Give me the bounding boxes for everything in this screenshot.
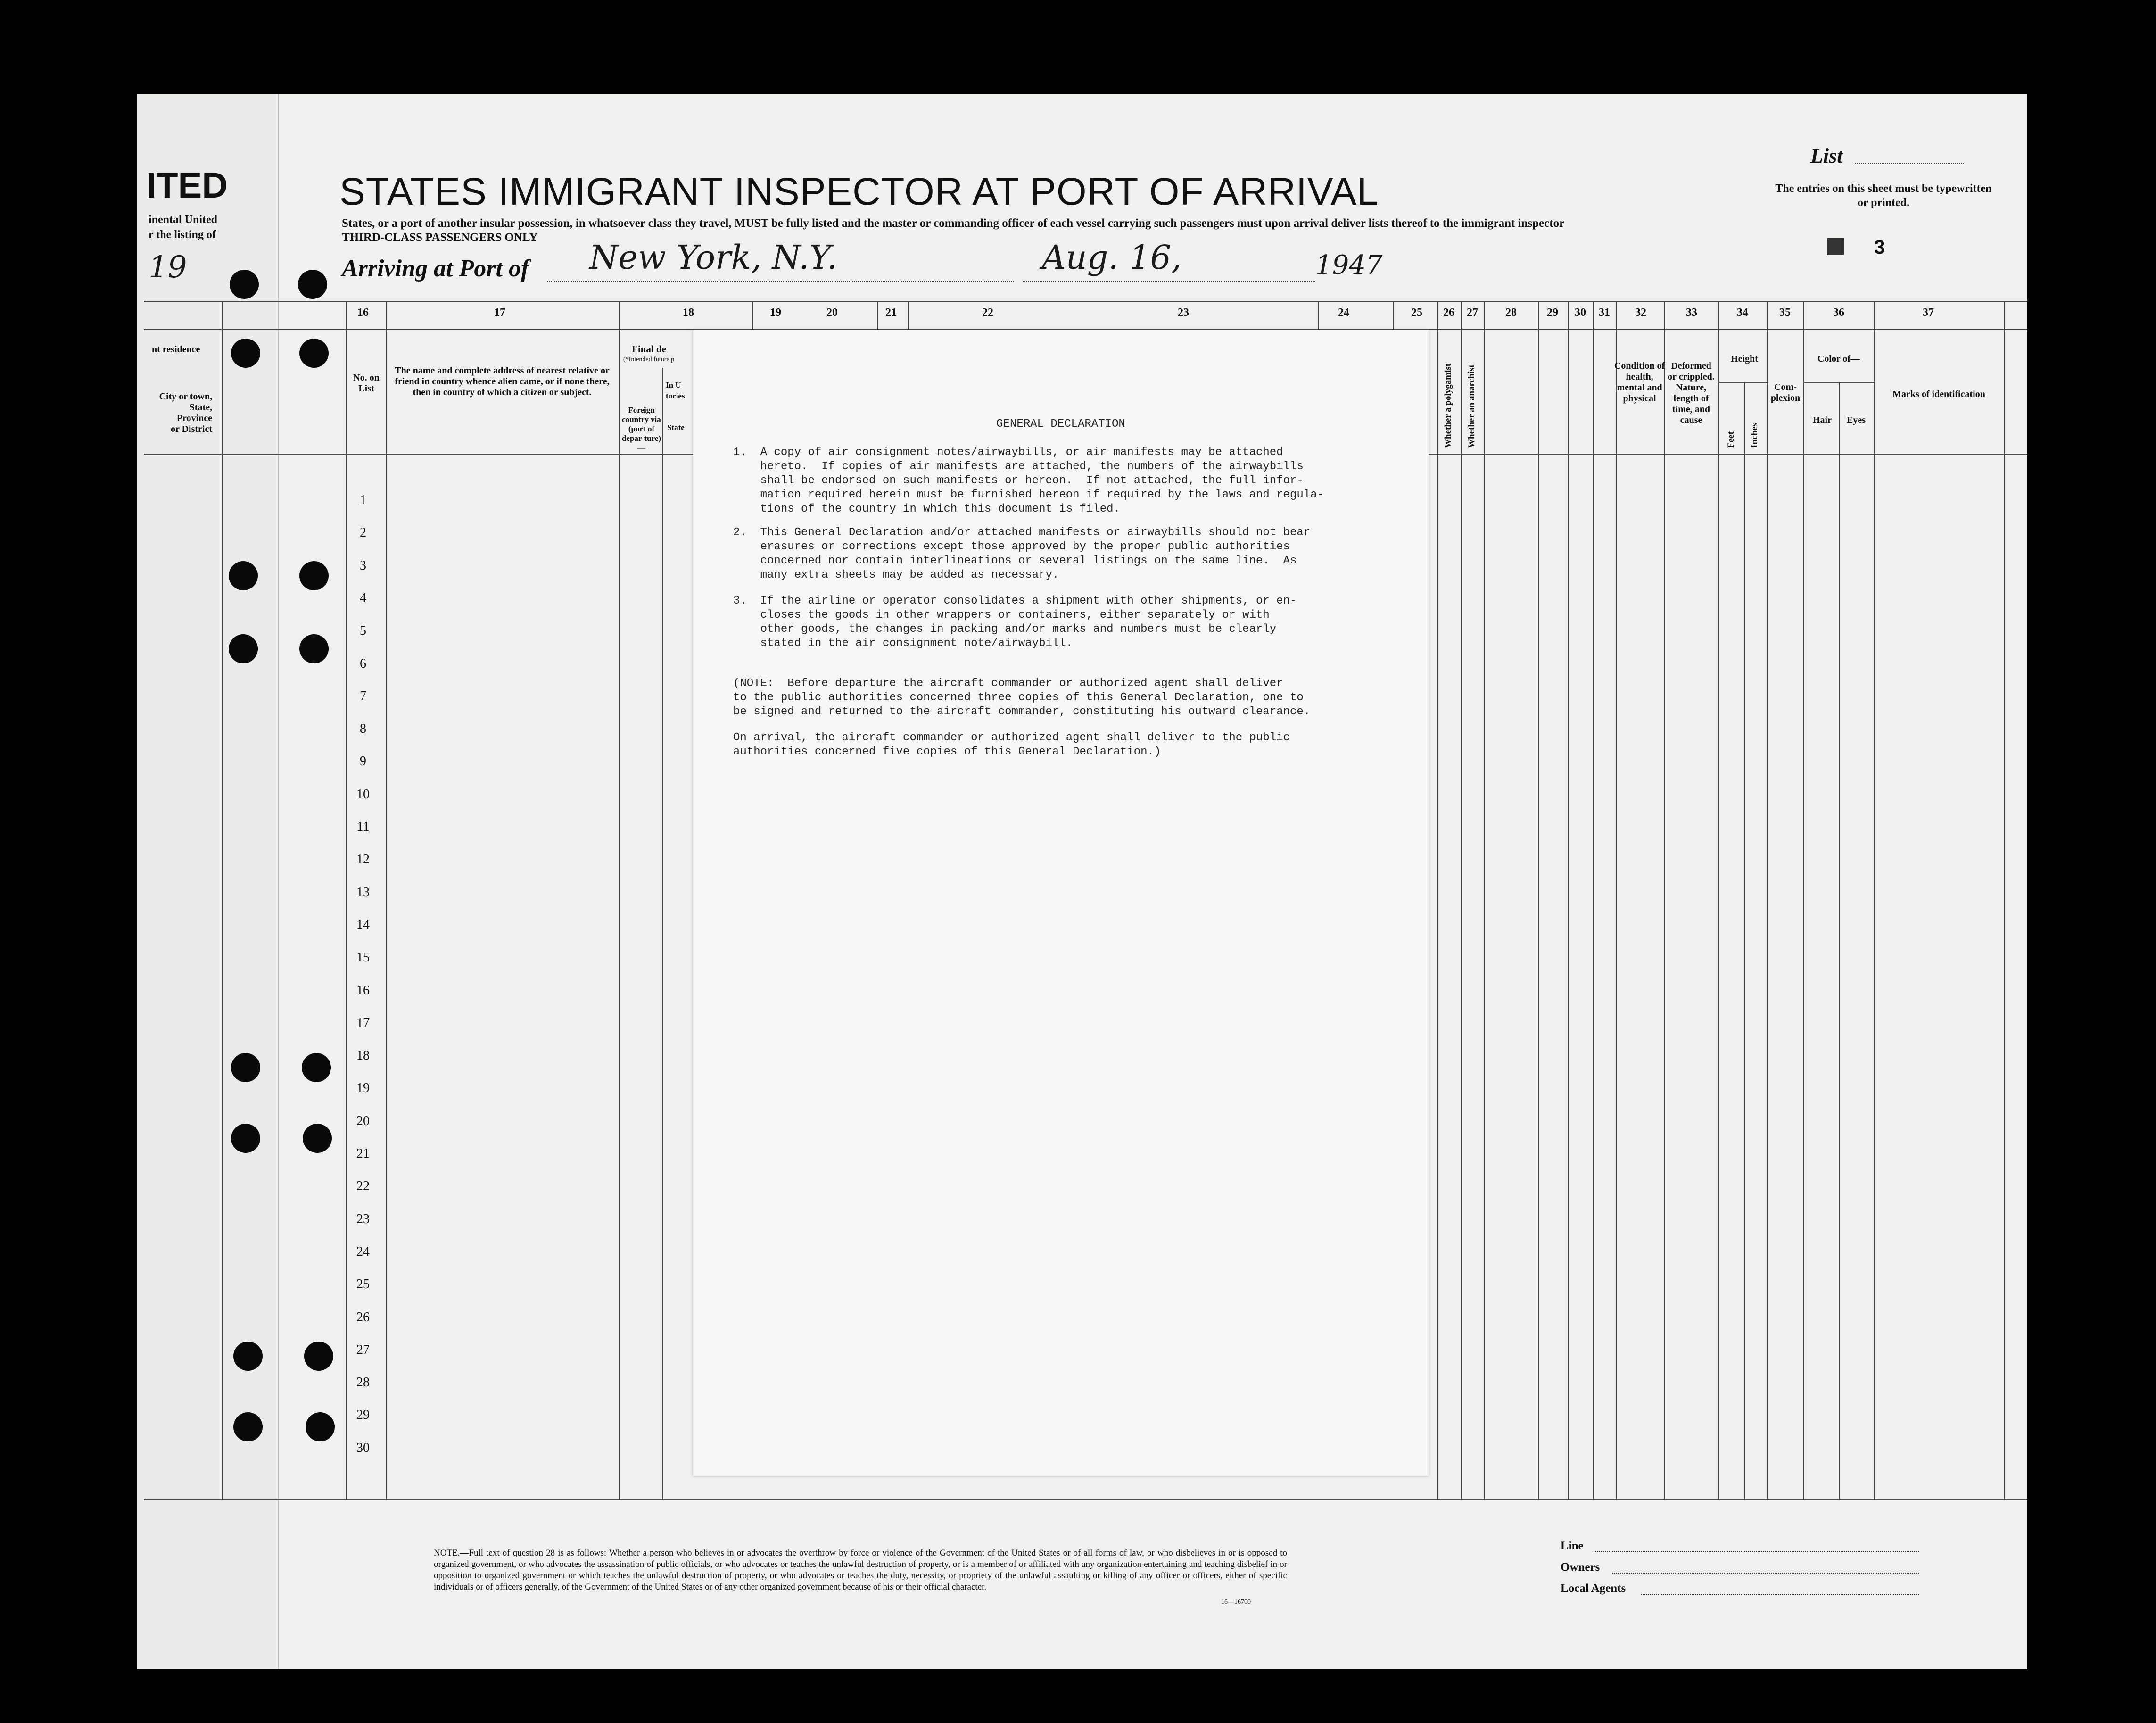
port-handwritten: New York, N.Y. [589, 238, 837, 277]
col-header-residence: nt residence [152, 344, 200, 355]
left-fragment-title: ITED [146, 166, 228, 206]
punch-hole [233, 1412, 263, 1441]
col-header-26: Whether a polygamist [1443, 363, 1453, 448]
punch-hole [229, 561, 258, 590]
row-number: 1 [360, 493, 366, 507]
row-number: 24 [356, 1244, 370, 1259]
row-number: 8 [360, 721, 366, 737]
punch-hole [302, 1053, 331, 1082]
row-number: 16 [356, 983, 370, 998]
general-declaration [693, 330, 1429, 1476]
col-header-35: Com-plexion [1770, 382, 1801, 403]
row-number: 21 [356, 1146, 370, 1161]
col-number: 35 [1779, 306, 1791, 319]
row-number: 29 [356, 1408, 370, 1423]
punch-hole [303, 1124, 332, 1153]
col-number: 33 [1686, 306, 1697, 319]
col-header-27: Whether an anarchist [1467, 364, 1477, 448]
punch-hole [231, 1053, 260, 1082]
col-number: 27 [1467, 306, 1478, 319]
col-number: 36 [1833, 306, 1844, 319]
page-title: STATES IMMIGRANT INSPECTOR AT PORT OF ARRIVAL [339, 170, 1379, 213]
col-number: 26 [1443, 306, 1454, 319]
stamp-mark [1827, 238, 1844, 255]
col-number: 20 [826, 306, 838, 319]
col-header-16: No. on List [353, 373, 380, 394]
col-number: 37 [1923, 306, 1934, 319]
punch-hole [298, 270, 327, 299]
date-line [1023, 281, 1315, 282]
col-number: 17 [494, 306, 505, 319]
instruction: The entries on this sheet must be typewritten or printed. [1775, 182, 1992, 209]
col-number: 34 [1737, 306, 1748, 319]
left-fragment-year: 19 [149, 250, 187, 285]
form-code: 16—16700 [1221, 1599, 1251, 1606]
col-header-18: Final de [632, 343, 666, 355]
punch-hole [299, 634, 329, 663]
footer-note: NOTE.—Full text of question 28 is as follows: Whether a person who believes in or advocates the overthrow by force or violence of the Government of the United States or of all forms of law, or who disbelieves in or is opposed to organized government, or who advocates the assassination of public officials, or who advocates or teaches the unlawful destruction of property, or is a member of or affiliated with any organization entertaining and teaching disbelief in or opposition to organized government or which teaches the unlawful destruction of property, or who advocates or teaches the duty, necessity, or propriety of the unlawful assaulting or killing of any officer or officers, either of specific individuals or of officers generally, of the Government of the United States or of any other organized government because of his or their official character. [434, 1548, 1287, 1592]
owners-label: Owners [1561, 1561, 1600, 1574]
declaration-title: GENERAL DECLARATION [996, 418, 1125, 431]
col-header-18-b: In U tories [666, 381, 685, 400]
row-number: 15 [356, 950, 370, 965]
row-number: 28 [356, 1375, 370, 1390]
col-header-34-feet: Feet [1726, 431, 1736, 448]
arriving-label: Arriving at Port of [342, 255, 529, 282]
col-number: 16 [357, 306, 369, 319]
year-handwritten: 1947 [1315, 250, 1383, 281]
agents-field [1641, 1594, 1919, 1595]
punch-hole [299, 561, 329, 590]
col-header-18-sub: (*Intended future p [623, 356, 675, 363]
row-number: 17 [356, 1015, 370, 1030]
declaration-item-1: 1. A copy of air consignment notes/airwaybills, or air manifests may be attached hereto. If copies of air manifests are attached, the numbers of the airwaybills shall be endorsed on such manifests or hereon. If not attached, the full infor- mation required herein must be furnished hereon if required by the laws and regula- tions of the country in which this document is filed. [733, 446, 1324, 515]
col-number: 25 [1411, 306, 1422, 319]
row-number: 5 [360, 623, 366, 638]
row-number: 25 [356, 1277, 370, 1292]
punch-hole [233, 1342, 263, 1371]
punch-hole [230, 270, 259, 299]
row-number: 26 [356, 1309, 370, 1325]
class-line: THIRD-CLASS PASSENGERS ONLY [342, 231, 538, 244]
row-number: 19 [356, 1081, 370, 1096]
punch-hole [304, 1342, 333, 1371]
col-header-32: Condition of health, mental and physical [1614, 361, 1665, 404]
col-header-33: Deformed or crippled. Nature, length of time, and cause [1668, 361, 1715, 425]
declaration-arrival: On arrival, the aircraft commander or authorized agent shall deliver to the public authorities concerned five copies of this General Declaration.) [733, 731, 1290, 758]
row-number: 3 [360, 558, 366, 573]
row-number: 4 [360, 590, 366, 605]
punch-hole [229, 634, 258, 663]
owners-field [1612, 1573, 1919, 1574]
row-number: 13 [356, 885, 370, 900]
punch-hole [299, 339, 329, 368]
line-label: Line [1561, 1540, 1584, 1552]
col-number: 18 [683, 306, 694, 319]
port-line [547, 281, 1014, 282]
row-number: 7 [360, 688, 366, 704]
col-header-18-a: Foreign country via (port of depar-ture)— [621, 406, 661, 452]
col-header-36-hair: Hair [1813, 415, 1832, 425]
col-header-34-inches: Inches [1750, 423, 1759, 448]
sheet-number: 3 [1874, 236, 1885, 258]
row-number: 22 [356, 1179, 370, 1194]
col-header-34: Height [1731, 354, 1758, 364]
row-number: 20 [356, 1113, 370, 1128]
col-number: 30 [1575, 306, 1586, 319]
table-top-rule [144, 301, 2027, 302]
punch-hole [306, 1412, 335, 1441]
row-number: 6 [360, 656, 366, 671]
line-field [1594, 1551, 1919, 1552]
row-number: 11 [356, 820, 370, 834]
col-number: 23 [1178, 306, 1189, 319]
col-header-36-eyes: Eyes [1847, 415, 1866, 425]
col-header-36: Color of— [1817, 354, 1860, 364]
list-label: List [1810, 144, 1843, 167]
col-header-37: Marks of identification [1892, 389, 1985, 399]
row-number: 23 [356, 1211, 370, 1226]
col-number: 31 [1599, 306, 1610, 319]
row-number: 27 [356, 1342, 370, 1357]
col-header-17: The name and complete address of nearest relative or friend in country whence alien came, or if none there, then in country of which a citizen or subject. [395, 365, 610, 398]
col-header-18-c: State [667, 423, 685, 432]
punch-hole [231, 339, 260, 368]
declaration-note: (NOTE: Before departure the aircraft commander or authorized agent shall deliver to the public authorities concerned three copies of this General Declaration, one to be signed and returned to the aircraft commander, constituting his outward clearance. [733, 677, 1311, 718]
col-number: 22 [982, 306, 993, 319]
col-number: 24 [1338, 306, 1349, 319]
col-header-city: City or town, State, Province or District [159, 391, 212, 434]
col-number: 19 [770, 306, 781, 319]
agents-label: Local Agents [1561, 1582, 1626, 1595]
row-number: 10 [356, 787, 370, 802]
list-line [1855, 163, 1964, 164]
row-number: 9 [360, 754, 366, 769]
row-number: 14 [356, 917, 370, 932]
punch-hole [231, 1124, 260, 1153]
row-number: 18 [356, 1048, 370, 1063]
declaration-item-3: 3. If the airline or operator consolidates a shipment with other shipments, or en- closes the goods in other wrappers or containers, either separately or with other goods, the changes in packing and/or marks and numbers must be clearly stated in the air consignment note/airwaybill. [733, 595, 1297, 650]
col-number: 32 [1635, 306, 1646, 319]
table-bottom-rule [144, 1499, 2027, 1500]
col-number: 29 [1547, 306, 1558, 319]
date-handwritten: Aug. 16, [1042, 238, 1182, 277]
left-fragment-text: inental United r the listing of [149, 214, 218, 241]
declaration-item-2: 2. This General Declaration and/or attached manifests or airwaybills should not bear erasures or corrections except those approved by the proper public authorities concerned nor contain interlineations or several listings on the same line. As many extra sheets may be added as necessary. [733, 526, 1311, 581]
col-number: 21 [885, 306, 897, 319]
row-number: 12 [356, 852, 370, 867]
col-number: 28 [1505, 306, 1517, 319]
row-number: 30 [356, 1440, 370, 1455]
row-number: 2 [360, 525, 366, 540]
subtitle: States, or a port of another insular possession, in whatsoever class they travel, MUST be fully listed and the master or commanding officer of each vessel carrying such passengers must upon arrival deliver lists thereof to the immigrant inspector [342, 217, 1565, 230]
